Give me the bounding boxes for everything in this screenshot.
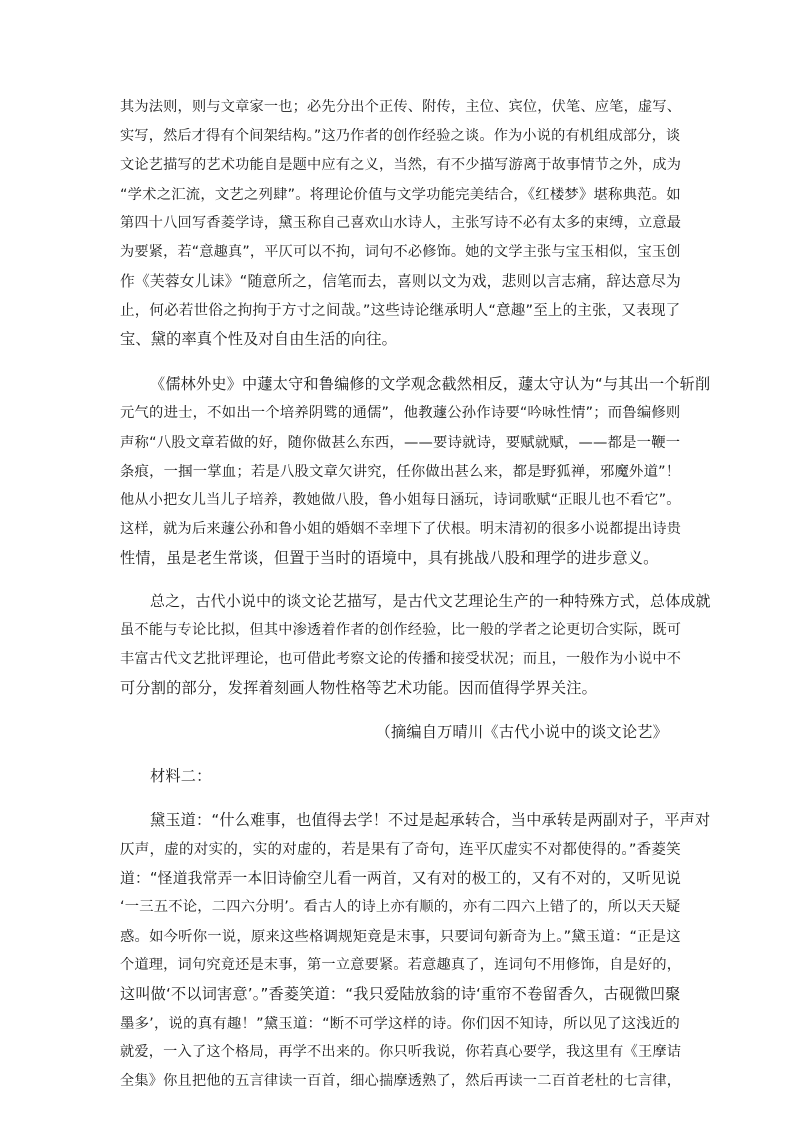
section-heading: 材料二：: [150, 767, 212, 785]
paragraph-line: 《儒林外史》中蘧太守和鲁编修的文学观念截然相反，蘧太守认为“与其出一个斩削: [150, 375, 711, 393]
paragraph-line: 可分割的部分，发挥着刻画人物性格等艺术功能。因而值得学界关注。: [120, 679, 598, 697]
paragraph-line: 总之，古代小说中的谈文论艺描写，是古代文艺理论生产的一种特殊方式，总体成就: [150, 592, 711, 610]
paragraph-line: 第四十八回写香菱学诗，黛玉称自己喜欢山水诗人，主张写诗不必有太多的束缚，立意最: [120, 215, 682, 231]
paragraph-line: 黛玉道：“什么难事，也值得去学！不过是起承转合，当中承转是两副对子，平声对: [150, 811, 711, 829]
source-citation: （摘编自万晴川《古代小说中的谈文论艺》: [375, 723, 668, 741]
paragraph-line: “学术之汇流，文艺之列肆”。将理论价值与文学功能完美结合，《红楼梦》堪称典范。如: [120, 187, 681, 203]
paragraph-line: 虽不能与专论比拟，但其中渗透着作者的创作经验，比一般的学者之论更切合实际，既可: [120, 622, 682, 638]
paragraph-line: 止，何必若世俗之拘拘于方寸之间哉。”这些诗论继承明人“意趣”至上的主张，又表现了: [120, 303, 681, 319]
paragraph-line: 文论艺描写的艺术功能自是题中应有之义，当然，有不少描写游离于故事情节之外，成为: [120, 157, 682, 173]
paragraph-line: 条痕，一掴一掌血；若是八股文章欠讲究，任你做出甚么来，都是野狐禅，邪魔外道”！: [120, 464, 681, 480]
paragraph-line: 道：“怪道我常弄一本旧诗偷空儿看一两首，又有对的极工的，又有不对的，又听见说: [120, 870, 681, 887]
paragraph-line: 全集》你且把他的五言律读一百首，细心揣摩透熟了，然后再读一二百首老杜的七言律，: [120, 1073, 682, 1089]
paragraph-line: 惑。如今听你一说，原来这些格调规矩竟是末事，只要词句新奇为上。”黛玉道：“正是这: [120, 929, 681, 945]
paragraph-line: 个道理，词句究竟还是末事，第一立意要紧。若意趣真了，连词句不用修饰，自是好的，: [120, 957, 682, 973]
paragraph-line: 性情，虽是老生常谈，但置于当时的语境中，具有挑战八股和理学的进步意义。: [120, 549, 659, 567]
paragraph-line: ‘一三五不论，二四六分明’。看古人的诗上亦有顺的，亦有二四六上错了的，所以天天疑: [120, 899, 681, 915]
paragraph-line: 宝、黛的率真个性及对自由生活的向往。: [120, 330, 397, 348]
paragraph-line: 其为法则，则与文章家一也；必先分出个正传、附传，主位、宾位，伏笔、应笔，虚写、: [120, 99, 682, 115]
paragraph-line: 墨多’，说的真有趣！”黛玉道：“断不可学这样的诗。你们因不知诗，所以见了这浅近的: [120, 1016, 680, 1032]
paragraph-line: 实写，然后才得有个间架结构。”这乃作者的创作经验之谈。作为小说的有机组成部分，谈: [120, 128, 681, 144]
paragraph-line: 仄声，虚的对实的，实的对虚的，若是果有了奇句，连平仄虚实不对都使得的。”香菱笑: [120, 841, 681, 858]
paragraph-line: 为要紧，若“意趣真”，平仄可以不拘，词句不必修饰。她的文学主张与宝玉相似，宝玉创: [120, 244, 681, 260]
paragraph-line: 作《芙蓉女儿诔》“随意所之，信笔而去，喜则以文为戏，悲则以言志痛，辞达意尽为: [120, 273, 681, 290]
paragraph-line: 他从小把女儿当儿子培养，教她做八股，鲁小姐每日涵玩，诗词歌赋“正眼儿也不看它”。: [120, 492, 681, 508]
paragraph-line: 这样，就为后来蘧公孙和鲁小姐的婚姻不幸埋下了伏根。明末清初的很多小说都提出诗贵: [120, 521, 682, 537]
paragraph-line: 这叫做‘不以词害意’。”香菱笑道：“我只爱陆放翁的诗‘重帘不卷留香久，古砚微凹聚: [120, 985, 681, 1003]
paragraph-line: 元气的进士，不如出一个培养阴骘的通儒”，他教蘧公孙作诗要“吟咏性情”；而鲁编修则: [120, 405, 681, 421]
paragraph-line: 丰富古代文艺批评理论，也可借此考察文论的传播和接受状况；而且，一般作为小说中不: [120, 651, 682, 667]
paragraph-line: 声称“八股文章若做的好，随你做甚么东西，——要诗就诗，要赋就赋，——都是一鞭一: [120, 435, 681, 451]
paragraph-line: 就爱，一入了这个格局，再学不出来的。你只听我说，你若真心要学，我这里有《王摩诘: [120, 1044, 682, 1060]
